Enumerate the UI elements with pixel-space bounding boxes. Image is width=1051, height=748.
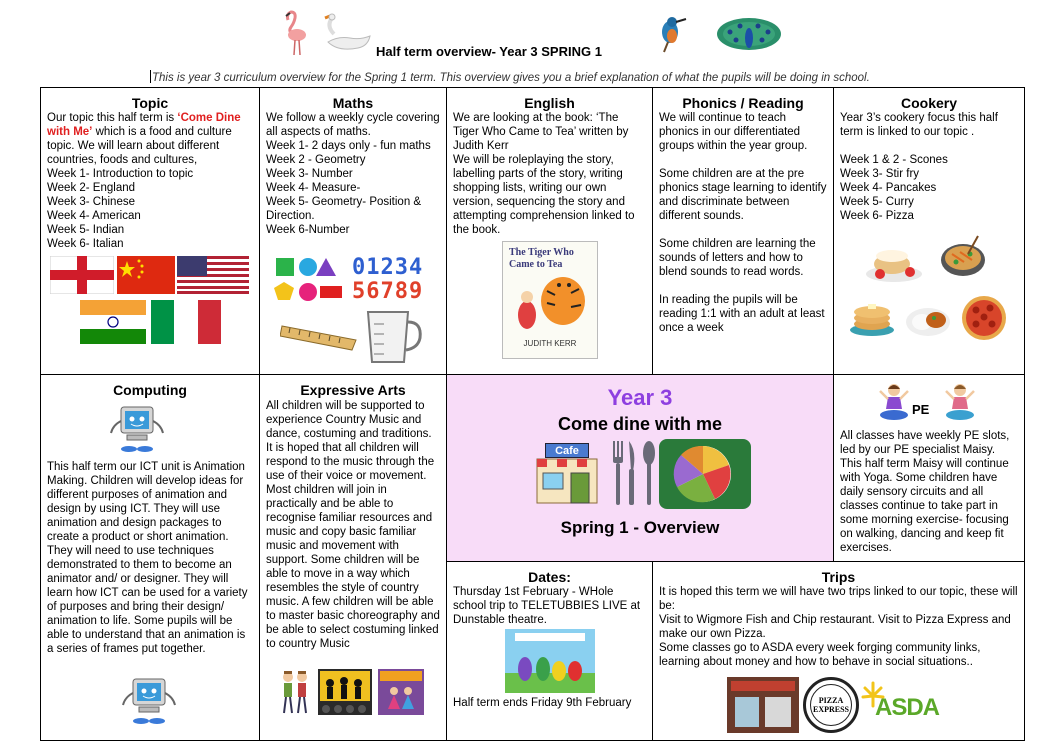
maths-line: Week 1- 2 days only - fun maths xyxy=(266,140,431,152)
maths-line: Week 5- Geometry- Position & Direction. xyxy=(266,196,422,222)
country-dancers-icon xyxy=(278,669,312,715)
phonics-paragraph: We will continue to teach phonics in our differentiated groups within the year group. xyxy=(659,112,808,152)
pe-section xyxy=(833,374,1025,562)
english-activities: We will be roleplaying the story, labelling parts of the story, writing shopping lists, writing our own version, sequencing the story and attempting comprehension linked to the book. xyxy=(453,154,635,236)
swan-icon xyxy=(322,12,372,54)
pizza-express-text: PIZZA EXPRESS xyxy=(810,684,852,726)
scones-icon xyxy=(864,238,926,284)
maths-line: Week 4- Measure- xyxy=(266,182,361,194)
document-title: Half term overview- Year 3 SPRING 1 xyxy=(376,44,602,59)
cookery-week: Week 4- Pancakes xyxy=(840,182,937,194)
yoga-boy-icon xyxy=(944,383,976,421)
topic-intro xyxy=(47,111,253,167)
expressive-arts-section xyxy=(259,374,447,741)
computing-text: This half term our ICT unit is Animation Making. Children will develop ideas for different purposes of animation and design by using ICT. They will use animation and design packages to create a product or short animation. They will need to use techniques demonstrated to them to become an animator and/ or designer. They will learn how ICT can be used for a variety of purposes and bring their design/ animation to life. Some pupils will be able to understand that an animation is a series of frames put together. xyxy=(47,461,248,655)
cutlery-icon xyxy=(607,437,659,509)
maths-heading: Maths xyxy=(332,95,374,111)
english-section xyxy=(446,87,653,375)
digits-top: 01234 xyxy=(352,255,424,280)
cafe-sign: Cafe xyxy=(545,443,589,458)
english-book-line: We are looking at the book: ‘The Tiger Who Came to Tea’ written by Judith Kerr xyxy=(453,112,629,152)
trips-intro: It is hoped this term we will have two trips linked to our topic, these will be: xyxy=(659,586,1018,612)
healthy-plate-icon xyxy=(659,439,751,509)
india-flag-icon xyxy=(80,300,146,344)
computing-section xyxy=(40,374,260,741)
topic-section xyxy=(40,87,260,375)
teletubbies-poster-icon xyxy=(505,629,595,693)
trips-visits: Visit to Wigmore Fish and Chip restaurant. Visit to Pizza Express and make our own Pizza. xyxy=(659,614,1011,640)
topic-week: Week 6- Italian xyxy=(47,238,124,250)
italy-flag-icon xyxy=(151,300,221,344)
pizza-icon xyxy=(960,294,1008,342)
cafe-icon xyxy=(531,443,603,507)
shapes-icon xyxy=(274,256,352,308)
yoga-girl-icon xyxy=(878,383,910,421)
book-title: The Tiger Who Came to Tea xyxy=(509,247,574,270)
asda-logo: ASDA xyxy=(875,694,940,721)
tiger-illustration xyxy=(503,271,597,335)
intro-text: This is year 3 curriculum overview for the Spring 1 term. This overview gives you a brief explanation of what the pupils will be doing in school. xyxy=(152,72,870,84)
peacock-icon xyxy=(716,16,782,52)
cookery-week: Week 1 & 2 - Scones xyxy=(840,154,948,166)
cookery-intro: Year 3’s cookery focus this half term is linked to our topic . xyxy=(840,112,998,138)
fish-chip-shop-icon xyxy=(727,677,799,733)
flamingo-icon xyxy=(280,10,308,56)
cookery-week: Week 5- Curry xyxy=(840,196,914,208)
arts-text: All children will be supported to experience Country Music and dance, costuming and traditions. It is hoped that all children will respond to the music through the use of their voice or movement. Most children will join in practically and be able to recognise familiar resources and music and copy basic familiar music and movement with support. Some children will be able to move in a way which resembles the style of country music. A few children will be able to master basic choreography and be able to select costuming linked to country Music xyxy=(266,400,440,650)
kingfisher-icon xyxy=(656,14,690,54)
topic-week: Week 5- Indian xyxy=(47,224,125,236)
maths-line: Week 6-Number xyxy=(266,224,350,236)
topic-week: Week 1- Introduction to topic xyxy=(47,168,194,180)
topic-week: Week 2- England xyxy=(47,182,136,194)
trips-asda: Some classes go to ASDA every week forging community links, learning about money and how to behave in social situations.. xyxy=(659,642,981,668)
computer-mascot-icon-2 xyxy=(119,675,179,727)
phonics-section xyxy=(652,87,834,375)
phonics-heading: Phonics / Reading xyxy=(682,95,804,111)
computing-heading: Computing xyxy=(113,382,187,398)
usa-flag-icon xyxy=(177,256,249,294)
maths-line: Week 3- Number xyxy=(266,168,353,180)
cookery-heading: Cookery xyxy=(900,95,958,111)
english-heading: English xyxy=(524,95,575,111)
maths-line: Week 2 - Geometry xyxy=(266,154,366,166)
trips-heading: Trips xyxy=(821,569,856,585)
intro-line xyxy=(150,70,870,84)
phonics-paragraph: In reading the pupils will be reading 1:1 with an adult at least once a week xyxy=(659,294,825,334)
pe-text: All classes have weekly PE slots, led by our PE specialist Maisy. This half term Maisy will continue with Yoga. Some children have daily sensory circuits and all classes continue to take part in some morning exercise- focusing on walking, dancing and keep fit exercises. xyxy=(840,430,1010,554)
measuring-jug-icon xyxy=(362,308,426,366)
pe-heading: PE xyxy=(912,402,930,417)
arts-heading: Expressive Arts xyxy=(300,382,406,398)
china-flag-icon xyxy=(117,256,175,294)
cookery-week: Week 3- Stir fry xyxy=(840,168,920,180)
digits-bottom: 56789 xyxy=(352,279,424,304)
stir-fry-icon xyxy=(938,232,988,282)
numbers-graphic xyxy=(352,256,423,304)
topic-heading: Topic xyxy=(131,95,169,111)
topic-highlight: ‘Come Dine with Me’ xyxy=(47,112,241,138)
center-footer: Spring 1 - Overview xyxy=(560,518,720,537)
ruler-icon xyxy=(280,318,360,352)
cookery-week: Week 6- Pizza xyxy=(840,210,914,222)
trips-section xyxy=(652,561,1025,741)
computer-mascot-icon xyxy=(107,403,167,455)
book-author: JUDITH KERR xyxy=(523,339,577,348)
text-cursor xyxy=(150,70,151,83)
phonics-paragraph: Some children are at the pre phonics stage learning to identify and discriminate between different sounds. xyxy=(659,168,827,222)
dates-section xyxy=(446,561,653,741)
dates-heading: Dates: xyxy=(528,569,571,585)
topic-week: Week 4- American xyxy=(47,210,141,222)
pizza-express-logo xyxy=(803,677,859,733)
maths-line: We follow a weekly cycle covering all aspects of maths. xyxy=(266,112,440,138)
tiger-book-cover xyxy=(502,241,598,359)
dance-poster-icon xyxy=(378,669,424,715)
topic-intro-before: Our topic this half term is xyxy=(47,112,178,124)
dates-half-term: Half term ends Friday 9th February xyxy=(453,697,632,709)
music-stage-icon xyxy=(318,669,372,715)
center-subtitle: Come dine with me xyxy=(557,414,723,434)
pancakes-icon xyxy=(848,294,896,338)
header xyxy=(0,0,1051,70)
maths-section xyxy=(259,87,447,375)
topic-intro-after: which is a food and culture topic. We will learn about different countries, foods and cultures, xyxy=(47,126,232,166)
curry-icon xyxy=(904,300,952,340)
center-year: Year 3 xyxy=(607,385,673,410)
cookery-section xyxy=(833,87,1025,375)
topic-week: Week 3- Chinese xyxy=(47,196,135,208)
year3-center-panel xyxy=(446,374,834,562)
england-flag-icon xyxy=(50,256,114,294)
phonics-paragraph: Some children are learning the sounds of letters and how to blend sounds to read words. xyxy=(659,238,816,278)
dates-trip: Thursday 1st February - WHole school trip to TELETUBBIES LIVE at Dunstable theatre. xyxy=(453,586,641,626)
